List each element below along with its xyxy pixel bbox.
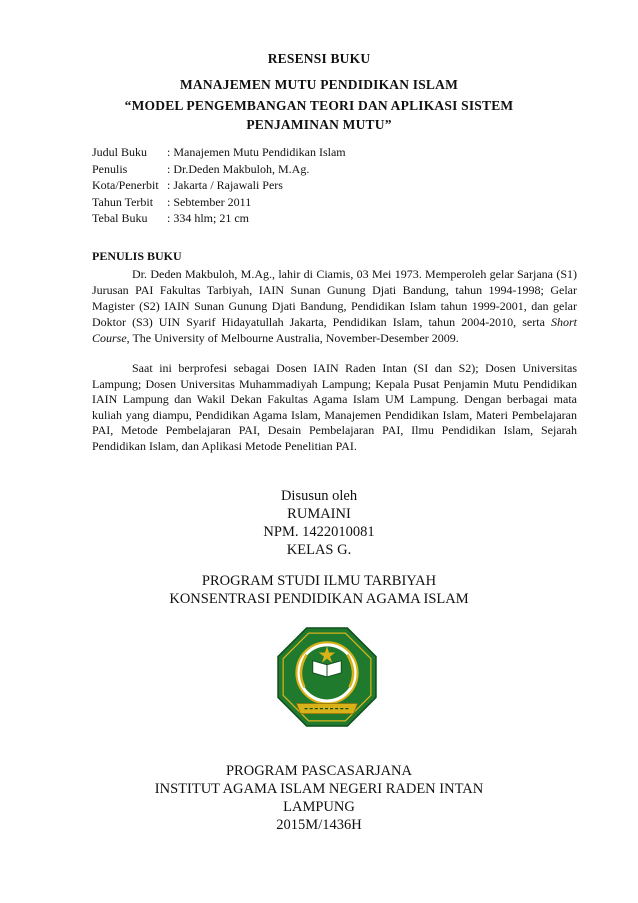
study-program-block: [0, 572, 638, 608]
institution-block: [0, 762, 638, 834]
book-info-key: Tahun Terbit: [92, 194, 154, 209]
author-career-paragraph: Saat ini berprofesi sebagai Dosen IAIN Raden Intan (SI dan S2); Dosen Universitas Lampung; Dosen Universitas Muhammadiyah Lampung; Kepala Pusat Penjamin Mutu Pendidikan IAIN Lampung dan Wakil Dekan Fakultas Agama Islam UM Lampung. Dengan berbagai mata kuliah yang diampu, Pendidikan Agama Islam, Manajemen Pendidikan Islam, Materi Pembelajaran PAI, Metode Pembelajaran PAI, Desain Pembelajaran PAI, Ilmu Pendidikan Islam, Sejarah Pendidikan Islam, dan Aplikasi Metode Penelitian PAI.: [92, 361, 577, 453]
institution-name: INSTITUT AGAMA ISLAM NEGERI RADEN INTAN: [154, 781, 484, 797]
book-info-key: Kota/Penerbit: [92, 178, 159, 192]
compiled-by-block: [0, 487, 638, 559]
book-info-value: : Manajemen Mutu Pendidikan Islam: [167, 145, 346, 159]
doc-title-line3: “MODEL PENGEMBANGAN TEORI DAN APLIKASI SISTEM: [124, 98, 514, 113]
student-name: RUMAINI: [287, 506, 351, 522]
book-info-value: : Sebtember 2011: [167, 194, 252, 209]
institution-program: PROGRAM PASCASARJANA: [225, 763, 412, 779]
book-info-key: Judul Buku: [92, 145, 148, 159]
bio-emphasis: Short Course: [92, 315, 577, 345]
compiled-by-label: Disusun oleh: [280, 488, 358, 504]
bio-text: Dr. Deden Makbuloh, M.Ag., lahir di Ciamis, 03 Mei 1973. Memperoleh gelar Sarjana (S1) Jurusan PAI Fakultas Tarbiyah, IAIN Sunan Gunung Djati Bandung, tahun 1994-1998; Gelar Magister (S2) IAIN Sunan Gunung Djati Bandung, Pendidikan Islam tahun 1999-2001, dan gelar Doktor (S3) UIN Syarif Hidayatullah Jakarta, Pendidikan Islam, tahun 2004-2010, serta: [92, 267, 577, 329]
student-npm: NPM. 1422010081: [263, 524, 375, 540]
book-info-value: : 334 hlm; 21 cm: [167, 211, 249, 225]
section-heading: PENULIS BUKU: [92, 249, 182, 263]
book-info-value: : Jakarta / Rajawali Pers: [167, 178, 283, 192]
doc-title-line4: PENJAMINAN MUTU”: [246, 117, 392, 132]
book-info-key: Tebal Buku: [92, 211, 148, 225]
book-info-row: [92, 194, 346, 211]
institution-city: LAMPUNG: [283, 799, 355, 815]
program-concentration: KONSENTRASI PENDIDIKAN AGAMA ISLAM: [169, 591, 469, 607]
book-info-row: [92, 210, 346, 227]
book-info-table: [92, 144, 346, 227]
book-info-key: Penulis: [92, 161, 128, 176]
bio-text-end: , The University of Melbourne Australia, November-Desember 2009.: [126, 331, 459, 345]
book-info-value: : Dr.Deden Makbuloh, M.Ag.: [167, 161, 310, 176]
book-info-row: [92, 144, 346, 161]
doc-title-line1: RESENSI BUKU: [267, 51, 371, 66]
doc-title-line2: MANAJEMEN MUTU PENDIDIKAN ISLAM: [179, 77, 459, 92]
student-class: KELAS G.: [286, 542, 352, 558]
book-info-row: [92, 177, 346, 194]
institution-year: 2015M/1436H: [276, 817, 362, 833]
program-name: PROGRAM STUDI ILMU TARBIYAH: [201, 573, 437, 589]
book-info-row: [92, 161, 346, 178]
iain-raden-intan-logo-icon: [276, 626, 378, 728]
author-bio-paragraph: [92, 266, 577, 346]
